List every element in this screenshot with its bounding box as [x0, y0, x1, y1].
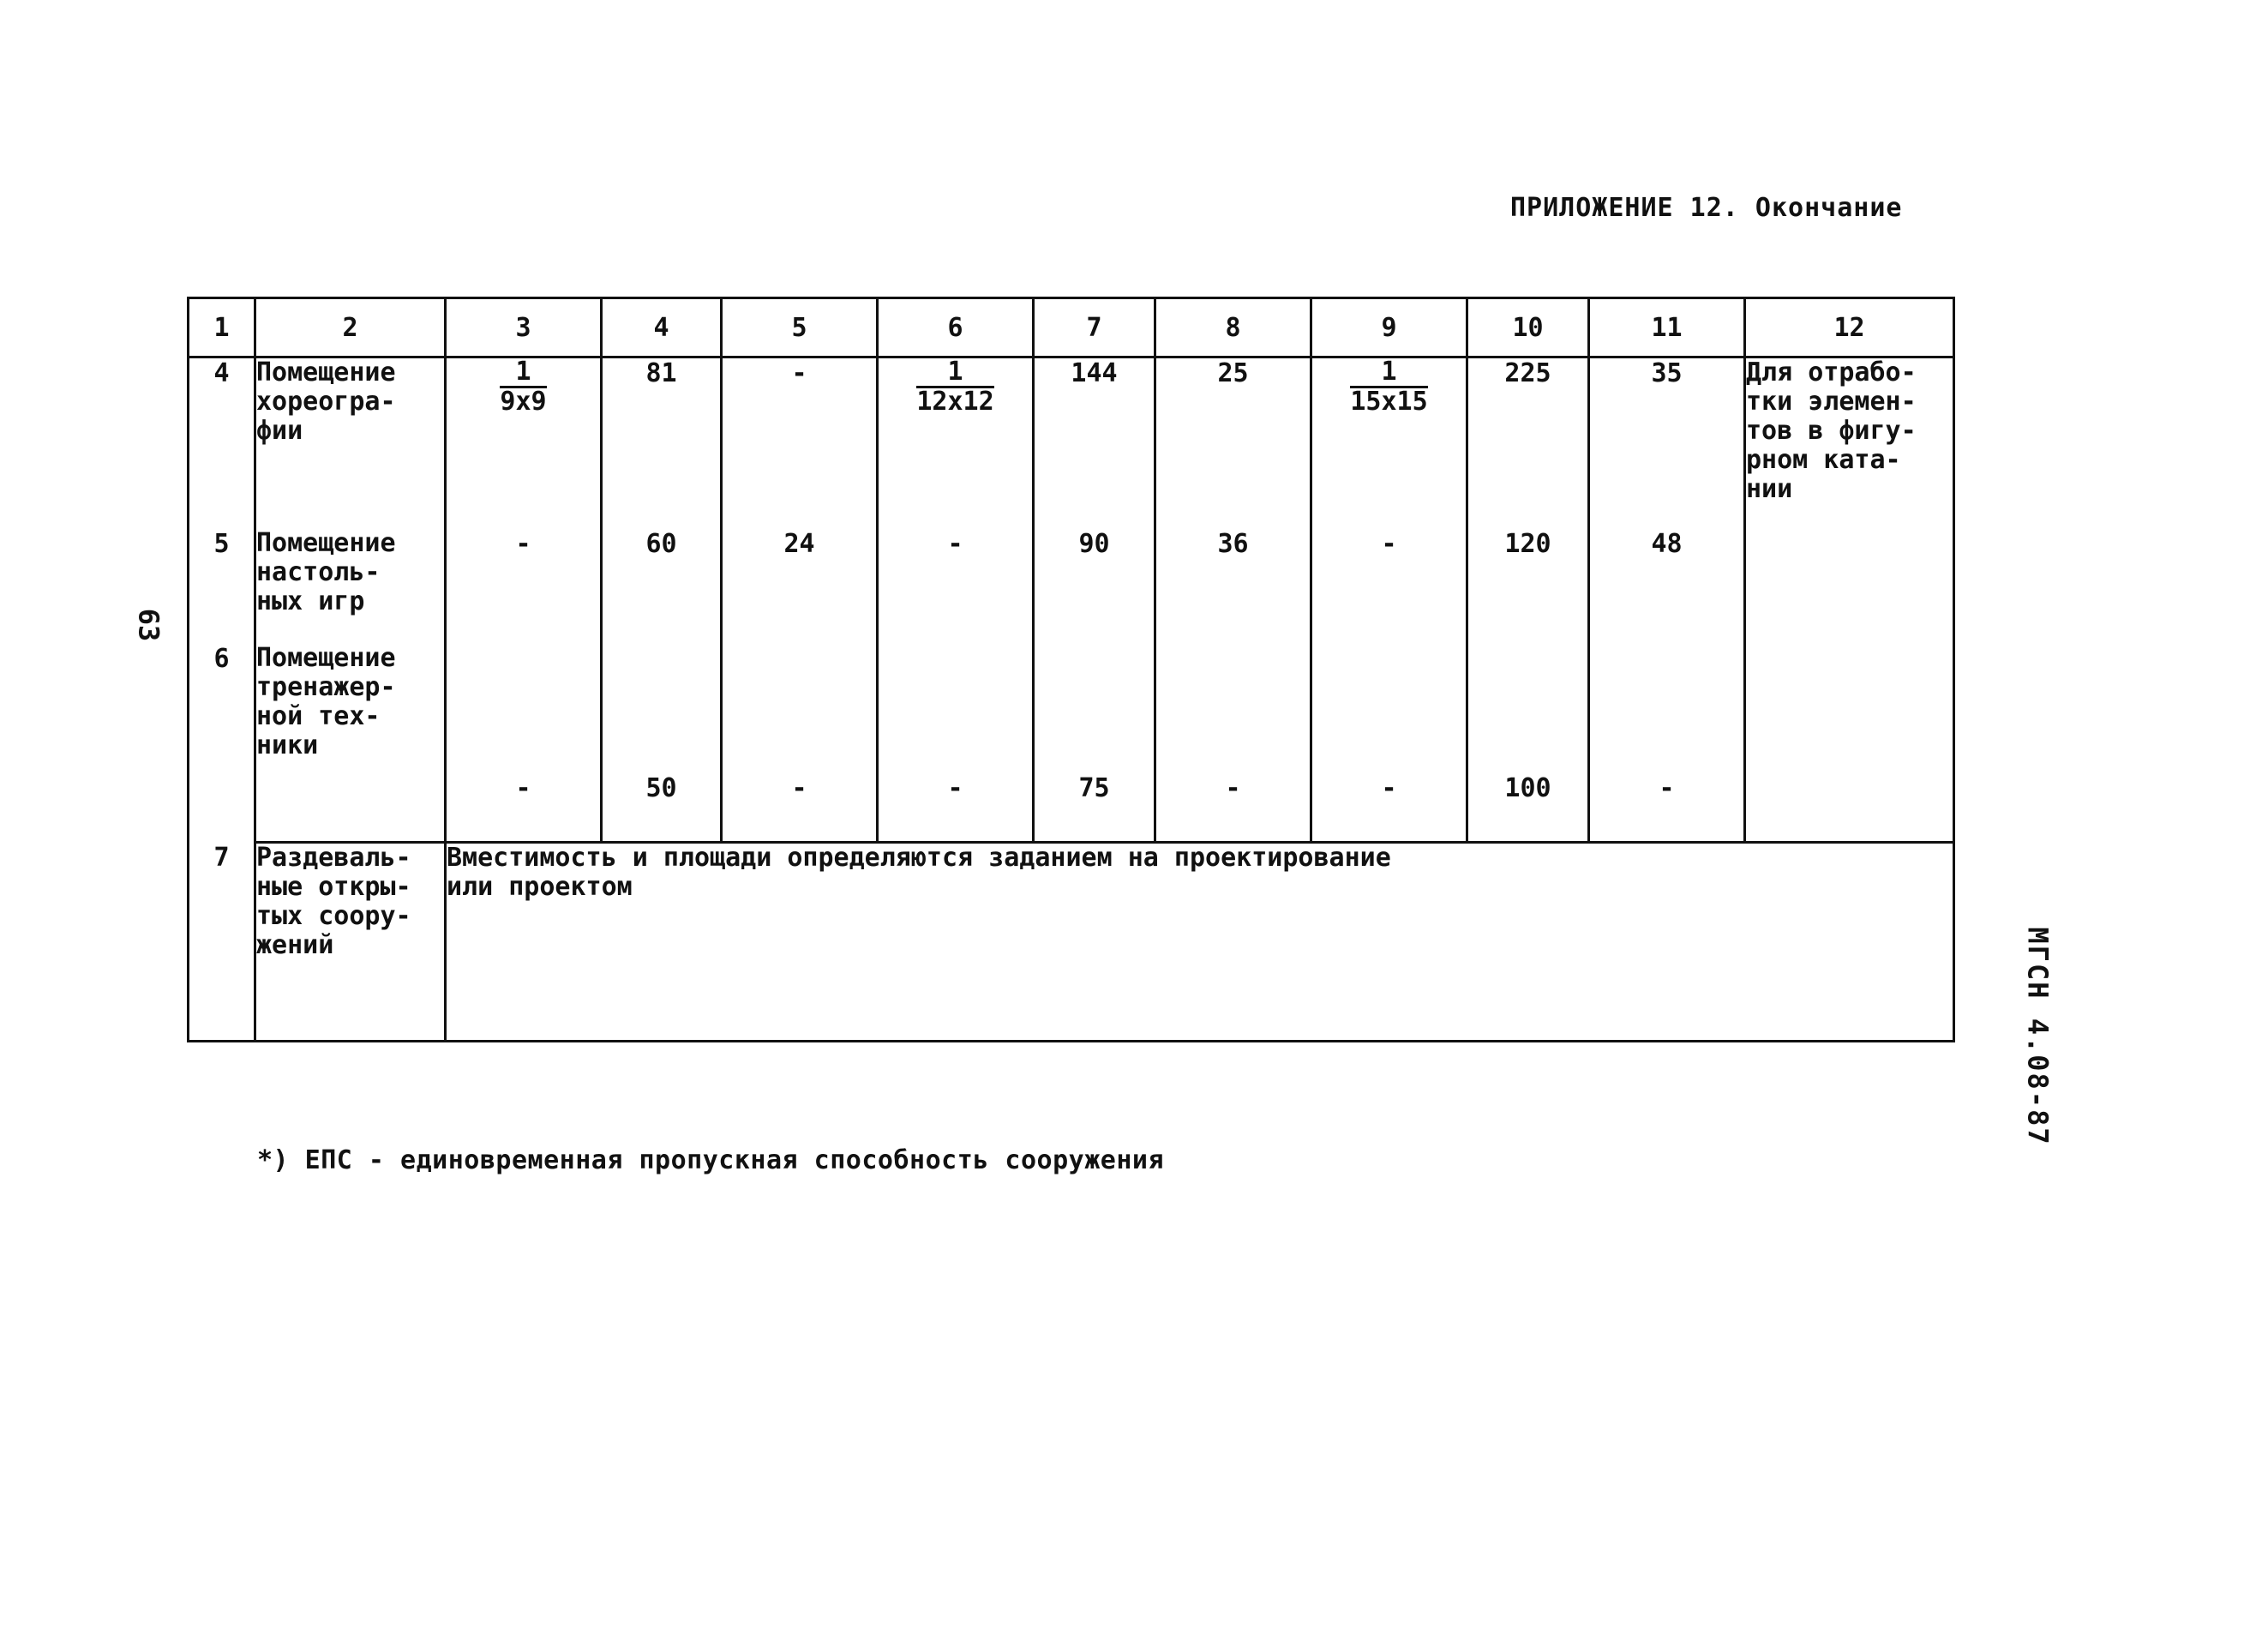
table-cell: 75	[1034, 644, 1155, 843]
column-header: 2	[255, 298, 446, 357]
fraction	[500, 358, 546, 416]
fraction-numerator: 1	[1350, 358, 1427, 388]
table-cell: -	[722, 644, 878, 843]
appendix-title: ПРИЛОЖЕНИЕ 12. Окончание	[1510, 193, 1903, 223]
table-row	[189, 529, 1954, 644]
fraction-denominator: 9x9	[500, 387, 547, 417]
table-cell: 225	[1467, 357, 1589, 529]
header-row	[189, 298, 1954, 357]
column-header: 1	[189, 298, 255, 357]
fraction	[916, 358, 993, 416]
table-cell: -	[1311, 644, 1467, 843]
fraction-denominator: 15x15	[1350, 387, 1428, 417]
note-cell	[1745, 644, 1954, 843]
row-number: 6	[189, 644, 255, 843]
page-number: 63	[132, 608, 165, 642]
row-number: 4	[189, 357, 255, 529]
merged-note: Вместимость и площади определяются заданием на проектирование или проектом	[446, 843, 1954, 1042]
table-cell: -	[446, 644, 602, 843]
note-cell: Для отрабо- тки элемен- тов в фигу- рном ката- нии	[1745, 357, 1954, 529]
column-header: 8	[1155, 298, 1311, 357]
table-cell: -	[1155, 644, 1311, 843]
table-cell: 36	[1155, 529, 1311, 644]
table-cell: 144	[1034, 357, 1155, 529]
table-cell: 48	[1589, 529, 1745, 644]
column-header: 10	[1467, 298, 1589, 357]
table-cell: 50	[602, 644, 722, 843]
appendix-table	[187, 297, 1955, 1042]
table-cell: 100	[1467, 644, 1589, 843]
table-cell: -	[878, 644, 1034, 843]
room-name: Помещение настоль- ных игр	[255, 529, 446, 644]
table-cell: -	[722, 357, 878, 529]
fraction	[1350, 358, 1427, 416]
column-header: 5	[722, 298, 878, 357]
table-row	[189, 843, 1954, 1042]
fraction-numerator: 1	[916, 358, 993, 388]
room-name: Помещение тренажер- ной тех- ники	[255, 644, 446, 843]
column-header: 11	[1589, 298, 1745, 357]
row-number: 5	[189, 529, 255, 644]
room-name: Раздеваль- ные откры- тых соору- жений	[255, 843, 446, 1042]
table-cell: -	[1311, 529, 1467, 644]
table-cell: -	[446, 529, 602, 644]
column-header: 6	[878, 298, 1034, 357]
fraction-denominator: 12x12	[916, 387, 994, 417]
table-cell: 90	[1034, 529, 1155, 644]
row-number: 7	[189, 843, 255, 1042]
table-cell: 35	[1589, 357, 1745, 529]
table-cell: -	[1589, 644, 1745, 843]
column-header: 7	[1034, 298, 1155, 357]
table-row	[189, 357, 1954, 529]
room-name: Помещение хореогра- фии	[255, 357, 446, 529]
table-row	[189, 644, 1954, 843]
table-cell	[1311, 357, 1467, 529]
column-header: 9	[1311, 298, 1467, 357]
table-cell: 25	[1155, 357, 1311, 529]
column-header: 3	[446, 298, 602, 357]
fraction-numerator: 1	[500, 358, 546, 388]
document-code: МГСН 4.08-87	[2021, 927, 2055, 1146]
table-cell: 81	[602, 357, 722, 529]
footnote: *) ЕПС - единовременная пропускная способность сооружения	[257, 1145, 1165, 1175]
table-cell: 120	[1467, 529, 1589, 644]
table-cell: 24	[722, 529, 878, 644]
table-cell	[878, 357, 1034, 529]
column-header: 12	[1745, 298, 1954, 357]
note-cell	[1745, 529, 1954, 644]
table-cell: 60	[602, 529, 722, 644]
column-header: 4	[602, 298, 722, 357]
table-cell: -	[878, 529, 1034, 644]
table-cell	[446, 357, 602, 529]
